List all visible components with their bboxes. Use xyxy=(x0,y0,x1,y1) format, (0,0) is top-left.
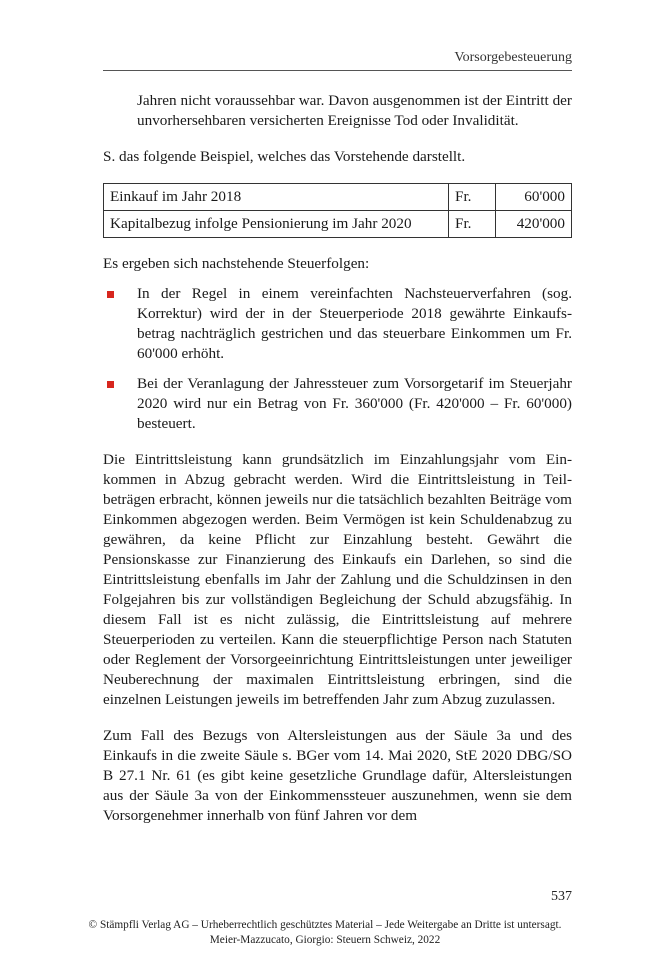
table-cell-label: Einkauf im Jahr 2018 xyxy=(104,184,449,211)
table-cell-unit: Fr. xyxy=(449,184,496,211)
consequences-lead: Es ergeben sich nachstehende Steuerfolgen: xyxy=(103,255,370,272)
table-cell-unit: Fr. xyxy=(449,211,496,238)
square-bullet-icon xyxy=(107,381,114,388)
list-item xyxy=(103,374,572,434)
table-row xyxy=(104,184,572,211)
table-cell-amount: 420'000 xyxy=(496,211,572,238)
consequences-list xyxy=(103,284,572,434)
body-paragraph: Zum Fall des Bezugs von Altersleistungen aus der Säule 3a und des Einkaufs in die zweite Säule s. BGer vom 14. Mai 2020, StE 2020 DBG/SO B 27.1 Nr. 61 (es gibt keine gesetzliche Grundlage dafür, Altersleistungen aus der Säule 3a von der Einkommenssteuer auszunehmen, wenn sie dem Vorsorgenehmer innerhalb von fünf Jahren vor dem xyxy=(103,727,572,824)
square-bullet-icon xyxy=(107,291,114,298)
list-item-text: Bei der Veranlagung der Jahressteuer zum Vorsorgetarif im Steuerjahr 2020 wird nur ein Betrag von Fr. 360'000 (Fr. 420'000 – Fr. 60'000) besteuert. xyxy=(137,375,572,432)
example-intro: S. das folgende Beispiel, welches das Vorstehende darstellt. xyxy=(103,148,466,165)
example-table xyxy=(103,183,572,238)
list-item-text: In der Regel in einem vereinfachten Nachsteuerverfahren (sog. Korrektur) wird der in der Steuerperiode 2018 gewährte Einkaufsbetrag nachträglich gestrichen und das steuerbare Einkommen um Fr. 60'000 erhöht. xyxy=(137,285,572,362)
list-item xyxy=(103,284,572,364)
body-paragraph: Die Eintrittsleistung kann grundsätzlich im Einzahlungsjahr vom Einkommen in Abzug gebracht werden. Wird die Eintrittsleistung in Teilbeträgen erbracht, können jeweils nur die tatsächlich bezahlten Beiträge vom Einkommen abgezogen werden. Beim Vermögen ist kein Schuldenabzug zu gewähren, da keine Pflicht zur Einzahlung besteht. Gewährt die Pensionskasse zur Finanzierung des Einkaufs ein Darlehen, so sind die Eintrittsleistung ebenfalls im Jahr der Zahlung und die Schuldzinsen in den Folgejahren bis zur vollständigen Begleichung der Schuld abzugsfähig. In diesem Fall ist es nicht zulässig, die Eintrittsleistung auf mehrere Steuerperioden zu verteilen. Kann die steuerpflichtige Person nach Statuten oder Reglement der Vorsorgeeinrichtung Eintrittsleistungen unter jeweiliger Neuberechnung der maximalen Eintrittsleistung erbringen, sind die einzelnen Leistungen jeweils im betreffenden Jahr zum Abzug zuzulassen. xyxy=(103,451,572,708)
header-rule xyxy=(103,70,572,71)
header-title: Vorsorgebesteuerung xyxy=(454,50,572,65)
footer-citation-line: Meier-Mazzucato, Giorgio: Steuern Schweiz, 2022 xyxy=(209,934,441,946)
page-body xyxy=(103,91,572,826)
footer-copyright-line: © Stämpfli Verlag AG – Urheberrechtlich geschütztes Material – Jede Weitergabe an Dritte ist untersagt. xyxy=(88,919,562,931)
page-number: 537 xyxy=(551,889,572,904)
copyright-footer xyxy=(0,918,650,948)
table-row xyxy=(104,211,572,238)
table-cell-label: Kapitalbezug infolge Pensionierung im Jahr 2020 xyxy=(104,211,449,238)
continued-paragraph: Jahren nicht voraussehbar war. Davon ausgenommen ist der Eintritt der unvorhersehbaren versicherten Ereignisse Tod oder Invalidität. xyxy=(137,92,572,129)
table-cell-amount: 60'000 xyxy=(496,184,572,211)
